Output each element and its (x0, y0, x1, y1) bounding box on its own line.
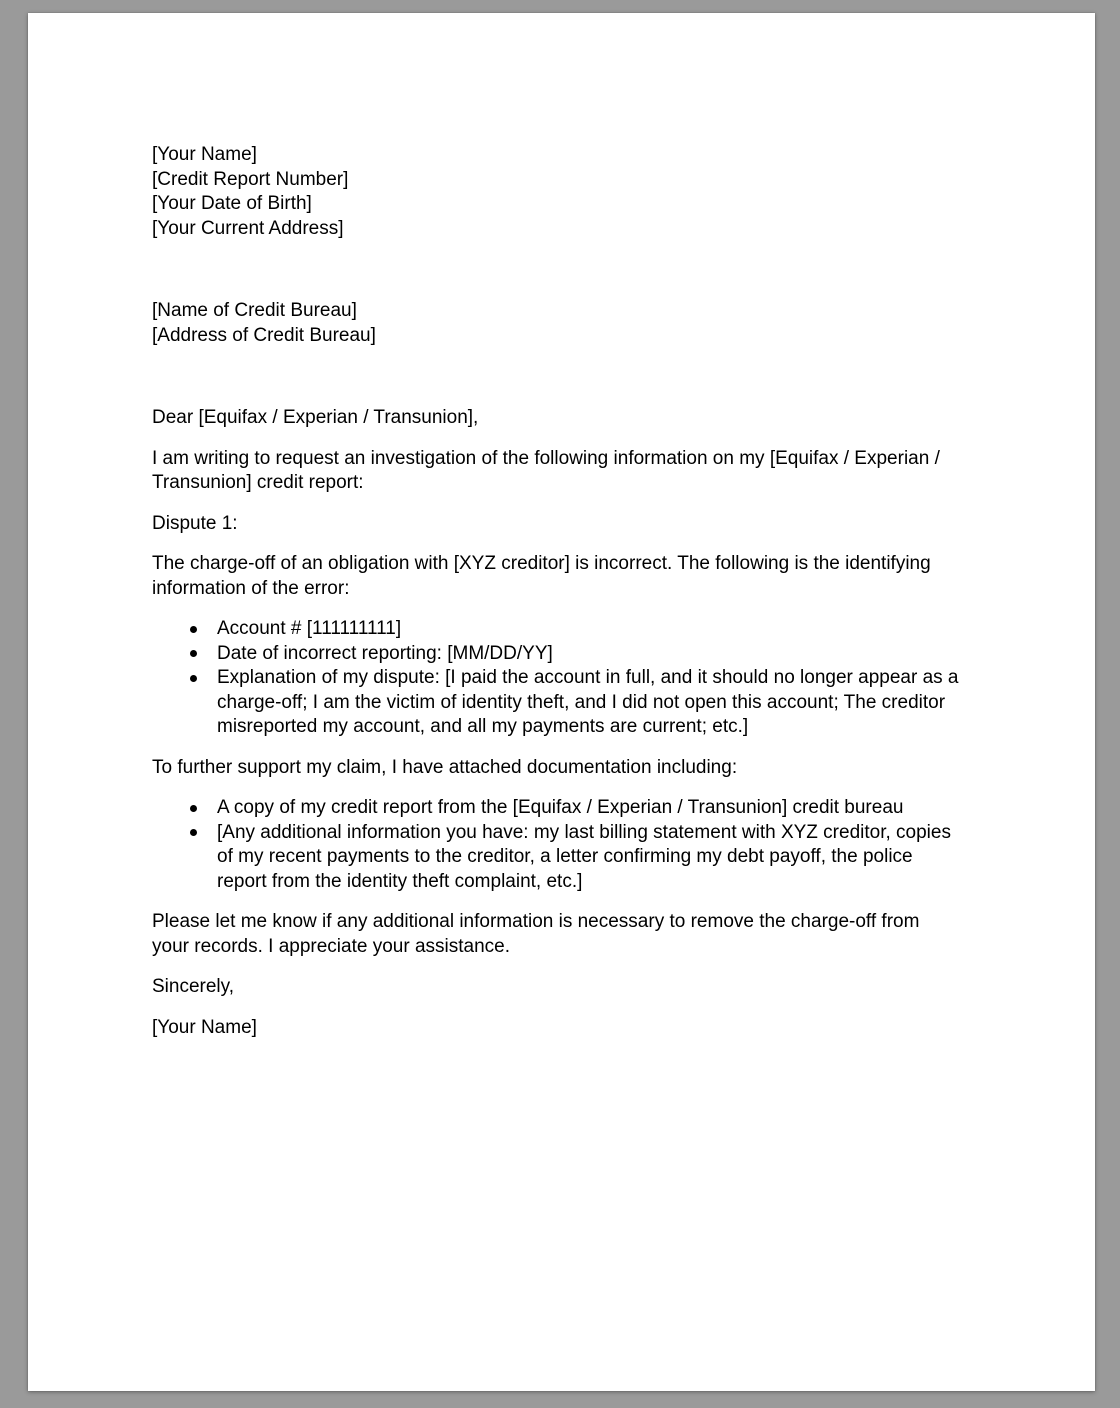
list-item-text: Explanation of my dispute: [I paid the account in full, and it should no longer appear as a charge-off; I am the victim of identity theft, and I did not open this account; The creditor misreported my account, and all my payments are current; etc.] (217, 667, 959, 737)
document-page (28, 13, 1095, 1391)
bullet-icon (190, 805, 197, 812)
list-item-text: [Any additional information you have: my last billing statement with XYZ creditor, copies of my recent payments to the creditor, a letter confirming my debt payoff, the police report from the identity theft complaint, etc.] (217, 821, 951, 892)
list-item-account-number (152, 617, 960, 642)
sender-date-of-birth: [Your Date of Birth] (152, 193, 312, 214)
attachments-paragraph: To further support my claim, I have attached documentation including: (152, 756, 738, 778)
recipient-bureau-name: [Name of Credit Bureau] (152, 300, 357, 321)
recipient-bureau-address: [Address of Credit Bureau] (152, 324, 376, 346)
list-item-credit-report-copy (152, 796, 960, 821)
list-item-dispute-explanation (152, 666, 960, 740)
intro-paragraph: I am writing to request an investigation of the following information on my [Equifax / Experian / Transunion] credit report: (152, 447, 940, 493)
attachments-list (152, 796, 960, 894)
list-item-text: Date of incorrect reporting: [MM/DD/YY] (217, 642, 553, 664)
list-item-text: Account # [111111111] (217, 618, 402, 639)
list-item-additional-information (152, 821, 960, 895)
bullet-icon (190, 650, 197, 657)
salutation: Dear [Equifax / Experian / Transunion], (152, 407, 479, 428)
valediction: Sincerely, (152, 976, 235, 997)
sender-credit-report-number: [Credit Report Number] (152, 168, 349, 190)
dispute-heading: Dispute 1: (152, 512, 238, 534)
closing-paragraph: Please let me know if any additional information is necessary to remove the charge-off from your records. I appreciate your assistance. (152, 911, 920, 957)
list-item-incorrect-date (152, 642, 960, 667)
bullet-icon (190, 829, 197, 836)
dispute-details-list (152, 617, 960, 740)
signature: [Your Name] (152, 1016, 257, 1038)
sender-name: [Your Name] (152, 144, 257, 165)
bullet-icon (190, 626, 197, 633)
list-item-text: A copy of my credit report from the [Equifax / Experian / Transunion] credit bureau (217, 797, 904, 818)
sender-current-address: [Your Current Address] (152, 217, 344, 239)
recipient-address-block (152, 299, 960, 348)
dispute-paragraph: The charge-off of an obligation with [XYZ creditor] is incorrect. The following is the identifying information of the error: (152, 553, 931, 599)
sender-address-block (152, 143, 960, 241)
letter-body (152, 143, 960, 1040)
bullet-icon (190, 675, 197, 682)
